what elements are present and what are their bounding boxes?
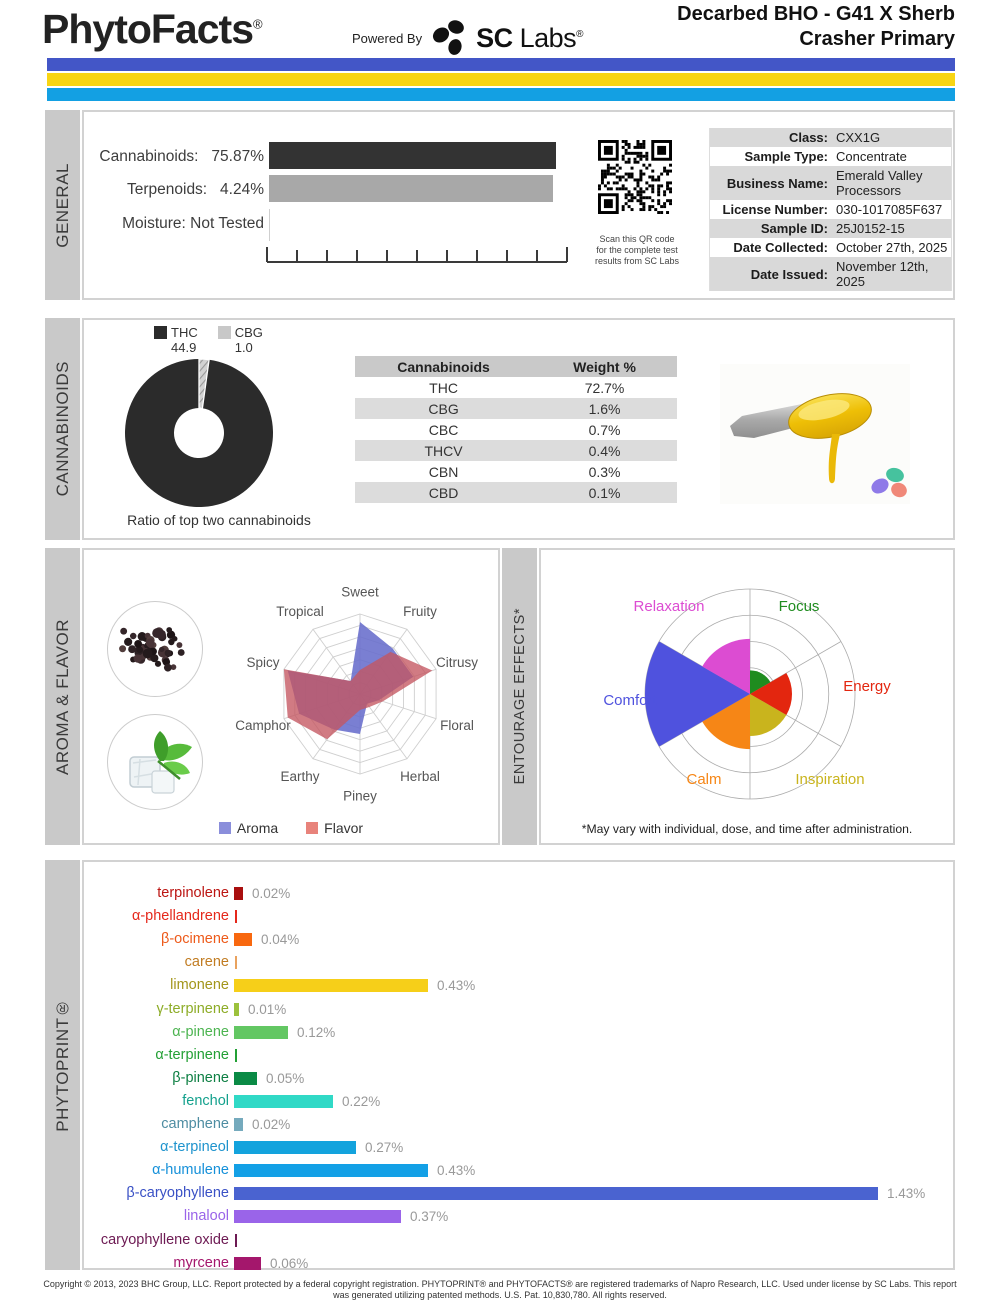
cannabinoid-table: [355, 356, 677, 503]
donut-caption: Ratio of top two cannabinoids: [127, 512, 311, 528]
terpene-bar: [234, 1072, 257, 1085]
info-value: October 27th, 2025: [836, 240, 948, 255]
info-row: [710, 238, 951, 257]
tab-entourage-effects: ENTOURAGE EFFECTS*: [502, 548, 537, 845]
info-row: [710, 200, 951, 219]
powered-by-label: Powered By: [352, 30, 423, 46]
cannabinoids-total-label: Cannabinoids: 75.87%: [99, 148, 264, 165]
info-label: Date Collected:: [733, 240, 828, 255]
cannabinoid-weight: 0.3%: [588, 463, 621, 480]
info-value: November 12th, 2025: [836, 259, 929, 289]
terpene-row: [84, 928, 953, 951]
terpene-value: 0.37%: [410, 1209, 449, 1225]
terpenoids-total-bar: [269, 175, 553, 202]
terpene-value: 0.05%: [266, 1070, 305, 1086]
cannabinoid-weight: 1.6%: [588, 400, 621, 417]
radar-axis-label: Floral: [440, 718, 474, 734]
cannabinoid-row: [355, 482, 677, 503]
aroma-flavor-section: [82, 548, 500, 845]
terpene-value: 0.01%: [248, 1001, 287, 1017]
terpene-bar: [234, 1164, 428, 1177]
concentrate-photo: [720, 364, 910, 504]
cannabinoid-row: [355, 440, 677, 461]
info-label: Date Issued:: [750, 266, 828, 282]
header-stripe-blue: [47, 58, 955, 71]
terpene-row: [84, 1229, 953, 1252]
terpene-label: camphene: [161, 1116, 229, 1132]
tab-cannabinoids: CANNABINOIDS: [45, 318, 80, 540]
legend-swatch: [154, 326, 167, 339]
terpene-label: myrcene: [173, 1254, 229, 1271]
terpene-row: [84, 1067, 953, 1090]
cannabinoids-section: [82, 318, 955, 540]
terpene-bar: [234, 1141, 356, 1154]
terpene-trace-tick: [235, 1049, 237, 1062]
header-stripe-yellow: [47, 73, 955, 86]
legend-name: THC: [171, 325, 198, 340]
entourage-label-comfort: Comfort: [603, 692, 657, 709]
moisture-value: Not Tested: [190, 215, 264, 232]
terpene-value: 0.22%: [342, 1093, 381, 1109]
info-label: Business Name:: [726, 175, 828, 191]
terpene-row: [84, 1021, 953, 1044]
radar-axis-label: Earthy: [280, 769, 320, 785]
info-value: 030-1017085F637: [836, 202, 943, 217]
radar-axis-label: Citrusy: [435, 654, 479, 670]
terpene-value: 0.12%: [297, 1024, 336, 1040]
info-row: [710, 128, 951, 147]
terpene-label: γ-terpinene: [156, 1000, 229, 1017]
legend-name: Aroma: [236, 820, 279, 836]
cannabinoid-weight: 72.7%: [584, 379, 625, 396]
radar-axis-label: Spicy: [246, 654, 280, 670]
sc-labs-logo-icon: [431, 18, 467, 58]
entourage-label-calm: Calm: [686, 771, 722, 788]
aroma-flavor-legend: [84, 820, 498, 836]
terpene-row: [84, 1159, 953, 1182]
terpene-label: carene: [184, 954, 229, 971]
info-value: CXX1G: [836, 130, 881, 145]
terpene-label: fenchol: [182, 1092, 229, 1109]
terpene-label: β-caryophyllene: [126, 1185, 229, 1202]
legend-value: 1.0: [234, 340, 253, 355]
terpene-row: [84, 1090, 953, 1113]
terpene-label: β-pinene: [172, 1069, 229, 1086]
info-value: Emerald Valley Processors: [836, 168, 923, 198]
sc-labs-wordmark: SC Labs®: [476, 22, 584, 53]
cannabinoid-weight: 0.4%: [588, 442, 621, 459]
cannabinoid-name: THCV: [424, 442, 463, 459]
terpene-row: [84, 1252, 953, 1275]
terpenoids-total-value: 4.24%: [220, 181, 264, 198]
powered-by-block: [352, 18, 583, 58]
terpene-bar: [234, 979, 428, 992]
entourage-label-energy: Energy: [843, 678, 891, 695]
terpene-label: linalool: [183, 1208, 229, 1225]
legend-swatch: [306, 822, 318, 834]
info-row: [710, 219, 951, 238]
terpene-value: 0.06%: [270, 1255, 309, 1271]
entourage-polar-chart: [541, 550, 953, 843]
terpene-bar: [234, 1003, 239, 1016]
oil-spoon-image: [720, 364, 910, 504]
cannabinoid-name: CBN: [428, 463, 459, 480]
terpene-bar: [234, 1095, 333, 1108]
radar-axis-label: Herbal: [400, 769, 440, 785]
cannabinoid-name: CBC: [428, 421, 459, 438]
legend-name: CBG: [234, 325, 263, 340]
col-header-weight: Weight %: [573, 358, 636, 375]
terpene-label: terpinolene: [157, 885, 229, 901]
legend-value: 44.9: [171, 340, 197, 355]
terpene-trace-tick: [235, 956, 237, 969]
sample-info-table: [709, 128, 952, 291]
terpene-row: [84, 998, 953, 1021]
entourage-label-inspiration: Inspiration: [795, 771, 865, 788]
terpene-row: [84, 1113, 953, 1136]
terpene-row: [84, 1044, 953, 1067]
terpene-bar: [234, 1257, 261, 1270]
registered-mark: ®: [253, 16, 262, 32]
terpenoids-total-label: Terpenoids: 4.24%: [126, 181, 264, 198]
cannabinoids-total-bar: [269, 142, 556, 169]
terpene-label: β-ocimene: [161, 931, 229, 948]
cannabinoid-weight: 0.7%: [588, 421, 621, 438]
phytofacts-logo: PhytoFacts®: [42, 6, 262, 52]
terpene-trace-tick: [235, 910, 237, 923]
radar-axis-label: Sweet: [341, 584, 379, 600]
radar-axis-label: Camphor: [235, 718, 291, 734]
radar-axis-label: Fruity: [403, 603, 437, 619]
terpene-value: 0.27%: [365, 1140, 404, 1156]
tab-aroma-flavor: AROMA & FLAVOR: [45, 548, 80, 845]
entourage-effects-section: [539, 548, 955, 845]
sample-title: [677, 2, 955, 52]
copyright-line2: was generated utilizing patented methods. U.S. Pat. 10,830,780. All rights reserved.: [333, 1290, 667, 1300]
qr-code: [598, 140, 672, 219]
terpene-value: 0.43%: [437, 1163, 476, 1179]
cannabinoid-row: [355, 398, 677, 419]
sample-title-line2: Crasher Primary: [799, 28, 955, 50]
terpene-value: 0.02%: [252, 1117, 291, 1132]
sample-title-line1: Decarbed BHO - G41 X Sherb: [677, 3, 955, 25]
info-label: Sample Type:: [744, 149, 828, 164]
terpene-bar: [234, 1026, 288, 1039]
aroma-flavor-radar-chart: [84, 550, 498, 843]
terpene-row: [84, 1205, 953, 1228]
terpene-bar: [234, 1210, 401, 1223]
terpene-row: [84, 882, 953, 905]
tab-phytoprint: PHYTOPRINT®: [45, 860, 80, 1270]
dots-logo-icon: [869, 466, 910, 500]
terpene-row: [84, 905, 953, 928]
legend-swatch: [218, 326, 231, 339]
terpene-trace-tick: [235, 1234, 237, 1247]
terpene-bar: [234, 933, 252, 946]
terpene-label: α-terpinene: [155, 1046, 229, 1063]
terpene-row: [84, 1182, 953, 1205]
moisture-baseline: [269, 209, 270, 241]
terpene-row: [84, 974, 953, 997]
info-value: 25J0152-15: [836, 221, 905, 236]
phytoprint-section: [82, 860, 955, 1270]
cannabinoid-name: CBG: [428, 400, 459, 417]
info-row: [710, 166, 951, 200]
terpene-label: α-pinene: [172, 1023, 229, 1040]
terpene-row: [84, 951, 953, 974]
cannabinoid-donut-chart: [114, 348, 284, 518]
general-section: [82, 110, 955, 300]
terpene-bar: [234, 1118, 243, 1131]
terpene-label: caryophyllene oxide: [100, 1231, 229, 1248]
terpene-label: α-phellandrene: [131, 908, 229, 925]
info-label: License Number:: [722, 202, 828, 217]
radar-axis-label: Tropical: [276, 603, 324, 619]
cannabinoid-row: [355, 377, 677, 398]
legend-swatch: [219, 822, 231, 834]
col-header-cannabinoids: Cannabinoids: [397, 358, 490, 375]
terpene-label: limonene: [170, 977, 229, 994]
terpene-bar-chart: [84, 862, 953, 1271]
info-row: [710, 147, 951, 166]
terpene-value: 0.43%: [437, 978, 476, 994]
radar-axis-label: Piney: [343, 788, 377, 804]
terpene-bar: [234, 1187, 878, 1200]
cannabinoid-table-header: [355, 356, 677, 377]
legend-item-aroma: [219, 820, 278, 836]
terpene-label: α-terpineol: [160, 1139, 229, 1156]
cannabinoid-row: [355, 419, 677, 440]
header-stripe-lightblue: [47, 88, 955, 101]
cannabinoid-weight: 0.1%: [588, 484, 621, 501]
terpene-row: [84, 1136, 953, 1159]
terpene-value: 0.04%: [261, 932, 300, 948]
moisture-label: Moisture: Not Tested: [122, 215, 264, 232]
entourage-label-focus: Focus: [778, 598, 820, 615]
cannabinoid-name: CBD: [428, 484, 459, 501]
copyright-line1: Copyright © 2013, 2023 BHC Group, LLC. Report protected by a federal copyright registration. PHYTOPRINT® and PHYTOFACTS® are registered trademarks of Napro Research, LLC. Used under license by SC Labs. This report: [43, 1279, 957, 1289]
entourage-disclaimer: *May vary with individual, dose, and time after administration.: [581, 822, 913, 836]
terpene-value: 1.43%: [887, 1186, 926, 1202]
legend-name: Flavor: [324, 820, 364, 836]
info-value: Concentrate: [836, 149, 907, 164]
scale-ruler: [264, 245, 574, 265]
info-label: Sample ID:: [760, 221, 828, 236]
cannabinoid-row: [355, 461, 677, 482]
tab-general: GENERAL: [45, 110, 80, 300]
cannabinoids-total-value: 75.87%: [211, 148, 264, 165]
legend-item-flavor: [306, 820, 363, 836]
cannabinoid-name: THC: [429, 379, 458, 396]
qr-caption: Scan this QR code for the complete test results from SC Labs: [594, 234, 680, 266]
info-row: [710, 257, 951, 291]
entourage-label-relaxation: Relaxation: [633, 598, 705, 615]
terpene-label: α-humulene: [152, 1162, 229, 1179]
info-label: Class:: [788, 130, 828, 145]
terpene-value: 0.02%: [252, 886, 291, 901]
terpene-bar: [234, 887, 243, 900]
